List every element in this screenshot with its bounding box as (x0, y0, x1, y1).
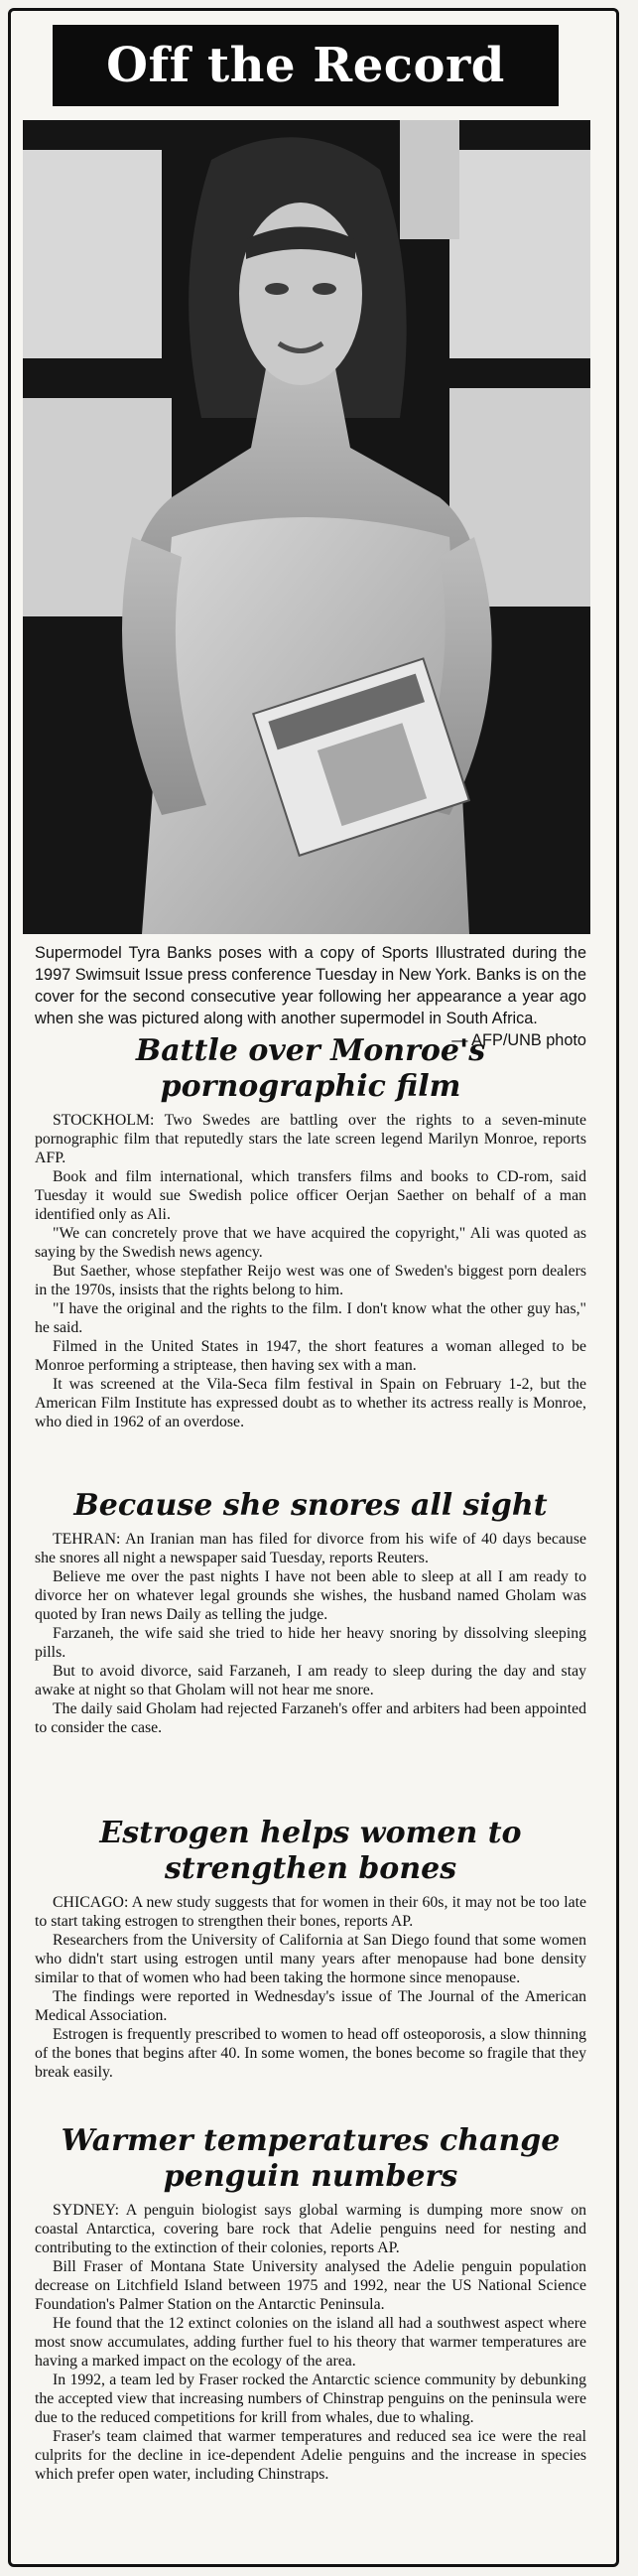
story-headline: Battle over Monroe's pornographic film (135, 1033, 486, 1104)
story-paragraph: TEHRAN: An Iranian man has filed for divorce from his wife of 40 days because she snores all night a newspaper said Tuesday, reports Reuters. (35, 1531, 586, 1566)
story-paragraph: But to avoid divorce, said Farzaneh, I am ready to sleep during the day and stay awake at night so that Gholam will not hear me snore. (35, 1663, 586, 1698)
story-estrogen-bones (35, 1816, 586, 2082)
story-paragraph: Estrogen is frequently prescribed to women to head off osteoporosis, a slow thinning of the bones that begins after 40. In some women, the bones become so fragile that they break easily. (35, 2026, 586, 2081)
story-paragraph: In 1992, a team led by Fraser rocked the Antarctic science community by debunking the accepted view that increasing numbers of Chinstrap penguins on the peninsula were due to the reduced competitions for krill from whales, due to whaling. (35, 2372, 586, 2426)
section-masthead (53, 25, 559, 106)
story-body (35, 1111, 586, 1431)
story-paragraph: STOCKHOLM: Two Swedes are battling over the rights to a seven-minute pornographic film that reputedly stars the late screen legend Marilyn Monroe, reports AFP. (35, 1112, 586, 1166)
newspaper-clipping (8, 8, 619, 2567)
story-paragraph: Filmed in the United States in 1947, the short features a woman alleged to be Monroe performing a striptease, then having sex with a man. (35, 1338, 586, 1374)
story-headline: Because she snores all sight (73, 1488, 548, 1523)
story-paragraph: The daily said Gholam had rejected Farzaneh's offer and arbiters had been appointed to consider the case. (35, 1700, 586, 1736)
story-paragraph: "We can concretely prove that we have acquired the copyright," Ali was quoted as saying by the Swedish news agency. (35, 1225, 586, 1261)
story-penguin-numbers (35, 2123, 586, 2484)
backdrop-letter (23, 150, 162, 358)
story-paragraph: SYDNEY: A penguin biologist says global warming is dumping more snow on coastal Antarctica, covering bare rock that Adelie penguins need for nesting and contributing to the extinction of their colonies, reports AP. (35, 2202, 586, 2256)
story-snoring-divorce (35, 1488, 586, 1737)
photo-credit: — AFP/UNB photo (451, 1031, 586, 1049)
backdrop-letter (400, 120, 459, 239)
section-title: Off the Record (106, 38, 505, 93)
story-paragraph: It was screened at the Vila-Seca film festival in Spain on February 1-2, but the American Film Institute has expressed doubt as to whether its actress really is Monroe, who died in 1962 of an overdose. (35, 1376, 586, 1430)
story-paragraph: Book and film international, which transfers films and books to CD-rom, said Tuesday it would sue Swedish police officer Oerjan Saether on behalf of a man identified only as Ali. (35, 1168, 586, 1223)
story-paragraph: CHICAGO: A new study suggests that for women in their 60s, it may not be too late to start taking estrogen to strengthen their bones, reports AP. (35, 1894, 586, 1930)
story-paragraph: Researchers from the University of California at San Diego found that some women who didn't start using estrogen until many years after menopause had bone density similar to that of women who had been taking the hormone since menopause. (35, 1932, 586, 1986)
story-paragraph: But Saether, whose stepfather Reijo west was one of Sweden's biggest porn dealers in the 1970s, insists that the rights belong to him. (35, 1263, 586, 1298)
story-body (35, 1530, 586, 1737)
story-monroe-film (35, 1033, 586, 1431)
story-paragraph: Believe me over the past nights I have not been able to sleep at all I am ready to divorce her on whatever legal grounds she wishes, the husband named Gholam was quoted by Iran news Daily as telling the judge. (35, 1568, 586, 1623)
story-paragraph: Fraser's team claimed that warmer temperatures and reduced sea ice were the real culprits for the decline in ice-dependent Adelie penguins and the increase in species which prefer open water, including Chinstraps. (35, 2428, 586, 2483)
story-paragraph: Farzaneh, the wife said she tried to hide her heavy snoring by dissolving sleeping pills. (35, 1625, 586, 1661)
story-paragraph: Bill Fraser of Montana State University analysed the Adelie penguin population decrease on Litchfield Island between 1975 and 1992, near the US National Science Foundation's Palmer Station on the Antarctic Peninsula. (35, 2258, 586, 2313)
story-headline: Warmer temperatures change penguin numbers (61, 2123, 561, 2194)
story-headline: Estrogen helps women to strengthen bones (99, 1816, 522, 1886)
story-body (35, 2201, 586, 2484)
caption-text: Supermodel Tyra Banks poses with a copy of Sports Illustrated during the 1997 Swimsuit Issue press conference Tuesday in New York. Banks is on the cover for the second consecutive year following her appearance a year ago when she was pictured along with another supermodel in South Africa. (35, 944, 586, 1027)
photo-illustration (23, 120, 590, 934)
story-body (35, 1893, 586, 2082)
story-paragraph: He found that the 12 extinct colonies on the island all had a southwest aspect where most snow accumulates, adding further fuel to his theory that warmer temperatures are having a marked impact on the ecology of the area. (35, 2315, 586, 2370)
backdrop-letter (449, 150, 590, 358)
story-paragraph: "I have the original and the rights to the film. I don't know what the other guy has," he said. (35, 1300, 586, 1336)
story-paragraph: The findings were reported in Wednesday's issue of The Journal of the American Medical Association. (35, 1988, 586, 2024)
news-photo (23, 120, 590, 934)
